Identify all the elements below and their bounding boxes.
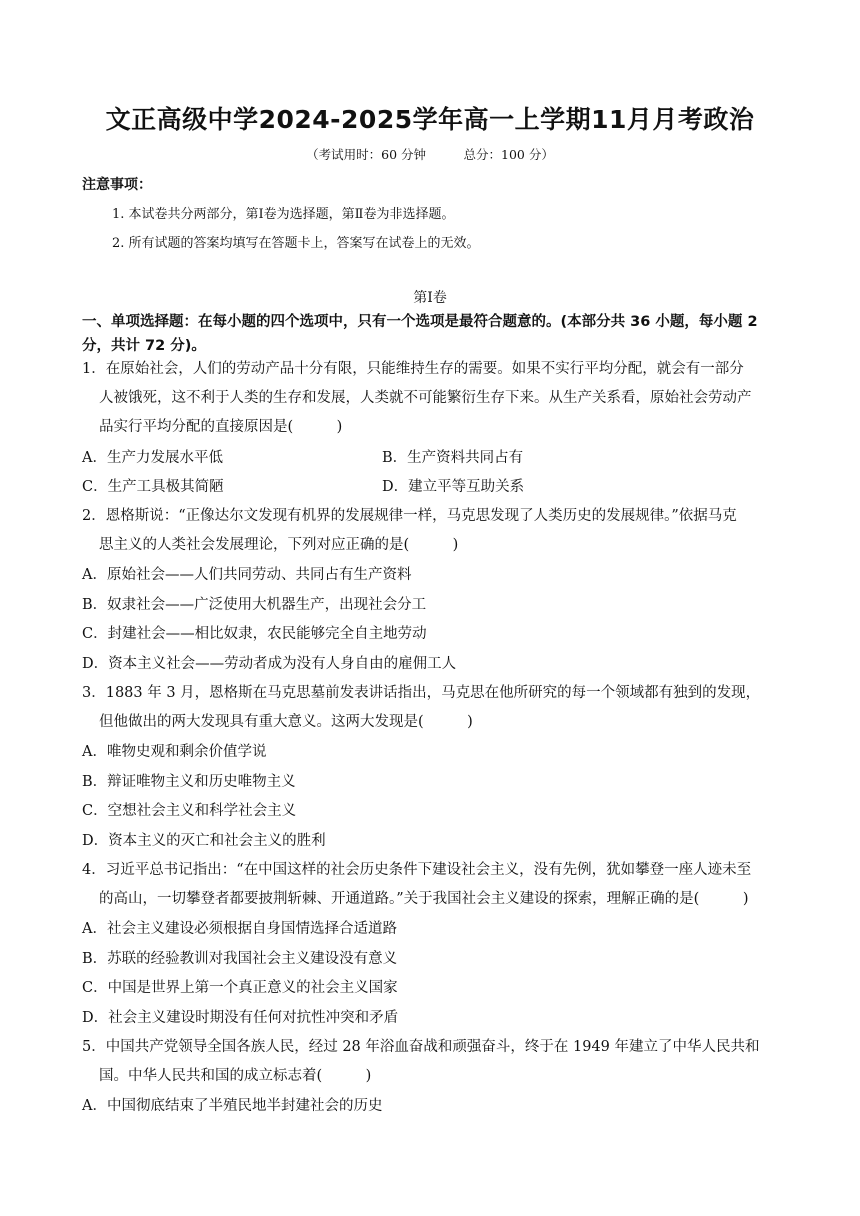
- question-1-line: 品实行平均分配的直接原因是( ): [99, 419, 343, 435]
- question-4-option-a: A．社会主义建设必须根据自身国情选择合适道路: [82, 921, 397, 937]
- question-2-option-c: C．封建社会——相比奴隶，农民能够完全自主地劳动: [82, 626, 427, 642]
- question-4-option-c: C．中国是世界上第一个真正意义的社会主义国家: [82, 980, 398, 996]
- question-2-line: 思主义的人类社会发展理论，下列对应正确的是( ): [99, 537, 459, 553]
- notice-item: 2. 所有试题的答案均填写在答题卡上，答案写在试卷上的无效。: [112, 236, 480, 251]
- question-1-option-c: C．生产工具极其简陋: [82, 479, 224, 495]
- question-1-line: 人被饿死，这不利于人类的生存和发展，人类就不可能繁衍生存下来。从生产关系看，原始社会劳动产: [99, 390, 752, 406]
- question-4-option-d: D．社会主义建设时期没有任何对抗性冲突和矛盾: [82, 1010, 399, 1026]
- question-2-option-b: B．奴隶社会——广泛使用大机器生产，出现社会分工: [82, 597, 427, 613]
- section-heading: 一、单项选择题：在每小题的四个选项中，只有一个选项是最符合题意的。(本部分共 36 小题，每小题 2 分，共计 72 分)。: [82, 314, 758, 354]
- exam-title: 文正高级中学2024-2025学年高一上学期11月月考政治: [105, 105, 755, 134]
- question-1-option-d: D．建立平等互助关系: [382, 479, 525, 495]
- question-5-line: 国。中华人民共和国的成立标志着( ): [99, 1068, 372, 1084]
- question-2-option-d: D．资本主义社会——劳动者成为没有人身自由的雇佣工人: [82, 656, 457, 672]
- question-4-line: 4．习近平总书记指出：“在中国这样的社会历史条件下建设社会主义，没有先例，犹如攀登一座人迹未至: [82, 862, 752, 878]
- question-2-line: 2．恩格斯说：“正像达尔文发现有机界的发展规律一样，马克思发现了人类历史的发展规律。”依据马克: [82, 508, 737, 524]
- question-3-line: 3．1883 年 3 月，恩格斯在马克思墓前发表讲话指出，马克思在他所研究的每一个领域都有独到的发现，: [82, 685, 761, 701]
- question-3-option-b: B．辩证唯物主义和历史唯物主义: [82, 774, 296, 790]
- question-3-option-d: D．资本主义的灭亡和社会主义的胜利: [82, 833, 326, 849]
- question-4-line: 的高山，一切攀登者都要披荆斩棘、开通道路。”关于我国社会主义建设的探索，理解正确的是( ): [99, 891, 749, 907]
- notice-item: 1. 本试卷共分两部分，第Ⅰ卷为选择题，第Ⅱ卷为非选择题。: [112, 207, 455, 222]
- question-1-option-b: B．生产资料共同占有: [382, 450, 524, 466]
- question-3-option-a: A．唯物史观和剩余价值学说: [82, 744, 267, 760]
- question-5-line: 5．中国共产党领导全国各族人民，经过 28 年浴血奋战和顽强奋斗，终于在 1949 年建立了中华人民共和: [82, 1039, 760, 1055]
- question-4-option-b: B．苏联的经验教训对我国社会主义建设没有意义: [82, 951, 398, 967]
- exam-subtitle: （考试用时：60 分钟 总分：100 分）: [306, 147, 554, 162]
- question-5-option-a: A．中国彻底结束了半殖民地半封建社会的历史: [82, 1098, 383, 1114]
- question-2-option-a: A．原始社会——人们共同劳动、共同占有生产资料: [82, 567, 412, 583]
- question-1-option-a: A．生产力发展水平低: [82, 450, 223, 466]
- question-3-line: 但他做出的两大发现具有重大意义。这两大发现是( ): [99, 714, 473, 730]
- question-1-line: 1．在原始社会，人们的劳动产品十分有限，只能维持生存的需要。如果不实行平均分配，就会有一部分: [82, 361, 744, 377]
- notice-heading: 注意事项：: [82, 177, 152, 193]
- question-3-option-c: C．空想社会主义和科学社会主义: [82, 803, 297, 819]
- part-one-mark: 第Ⅰ卷: [413, 290, 447, 306]
